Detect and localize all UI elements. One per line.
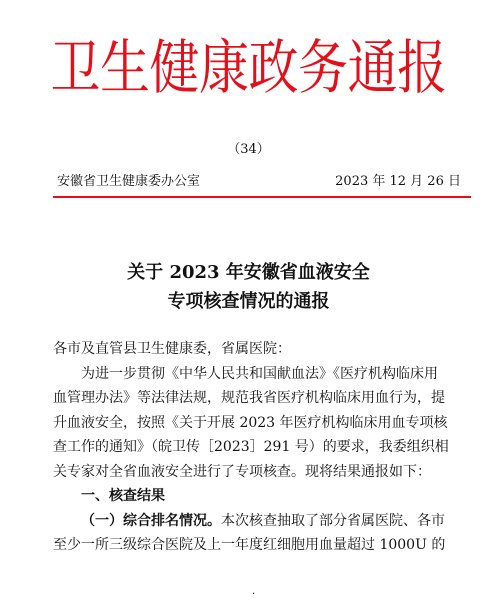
document-title-line-2: 专项核查情况的通报	[167, 291, 330, 312]
paragraph-1-line-3: 升血液安全，按照《关于开展 2023 年医疗机构临床用血专项核	[53, 414, 448, 431]
page-footer-mark: ·	[252, 589, 256, 598]
issue-number: （34）	[227, 142, 270, 157]
paragraph-1-line-5: 关专家对全省血液安全进行了专项核查。现将结果通报如下：	[53, 463, 431, 480]
document-body	[53, 337, 473, 558]
section-1-heading: 一、核查结果	[81, 488, 165, 504]
issue-date: 2023 年 12 月 26 日	[335, 174, 461, 189]
subsection-1-label: （一）综合排名情况。	[81, 512, 221, 529]
masthead-title: 卫生健康政务通报	[50, 33, 447, 102]
issuer-name: 安徽省卫生健康委办公室	[57, 174, 201, 189]
subsection-1-line-1	[53, 509, 473, 534]
document-title	[0, 258, 497, 316]
paragraph-1-line-2: 血管理办法》等法律法规，规范我省医疗机构临床用血行为，提	[53, 390, 445, 406]
paragraph-1-line-4: 查工作的通知》（皖卫传［2023］291 号）的要求，我委组织相	[53, 439, 449, 455]
document-title-line-1: 关于 2023 年安徽省血液安全	[127, 262, 370, 283]
subsection-1-line-2: 至少一所三级综合医院及上一年度红细胞用血量超过 1000U 的	[53, 537, 446, 553]
red-divider	[53, 196, 471, 198]
subsection-1-text: 本次核查抽取了部分省属医院、各市	[221, 512, 445, 529]
paragraph-1-line-1: 为进一步贯彻《中华人民共和国献血法》《医疗机构临床用	[81, 365, 438, 382]
salutation: 各市及直管县卫生健康委，省属医院：	[53, 341, 291, 357]
